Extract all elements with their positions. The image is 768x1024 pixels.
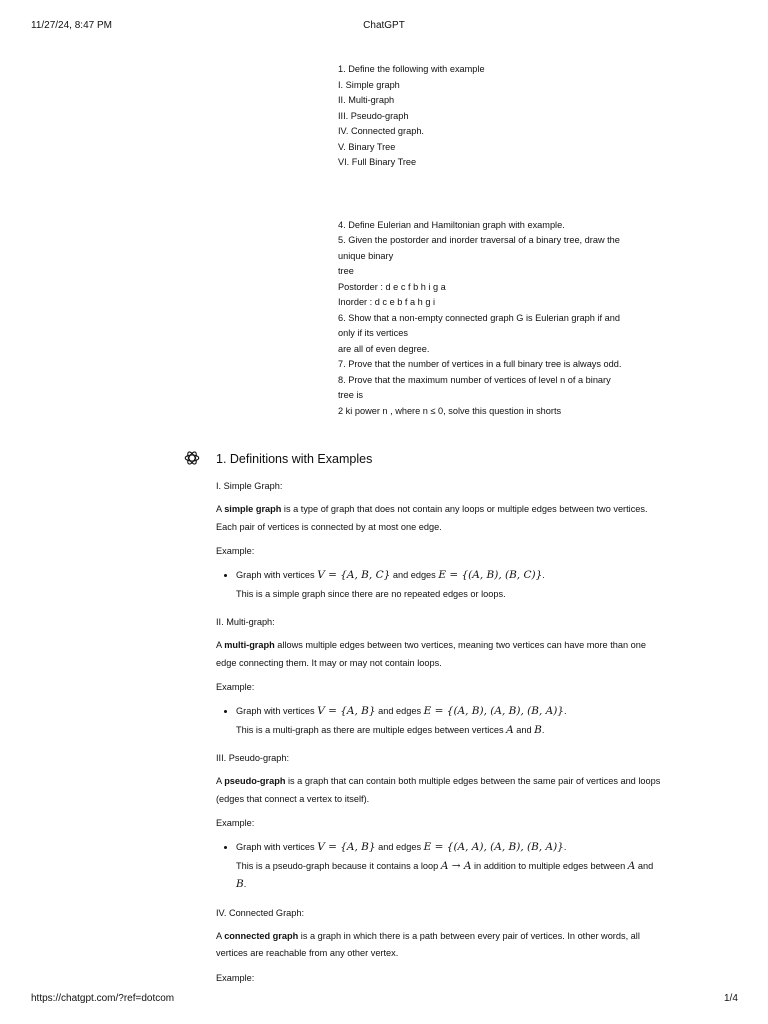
prompt-line: Inorder : d c e b f a h g i (338, 297, 436, 307)
pseudo-graph-example-label: Example: (216, 818, 255, 828)
simple-graph-example-list (216, 566, 666, 603)
connected-graph-definition: A connected graph is a graph in which there is a path between every pair of vertices. In other words, all vertices are reachable from any other vertex. (216, 930, 640, 958)
simple-graph-title: I. Simple Graph: (216, 481, 283, 491)
list-item: • Graph with vertices V = {A, B} and edges E = {(A, A), (A, B), (B, A)}. This is a pseudo-graph because it contains a loop A → A in addition to multiple edges between A and B. (236, 838, 666, 894)
page-number: 1/4 (724, 993, 738, 1004)
prompt-line: V. Binary Tree (338, 141, 396, 152)
prompt-line: III. Pseudo-graph (338, 110, 409, 121)
simple-graph-example-label: Example: (216, 546, 255, 556)
assistant-message (216, 449, 666, 993)
prompt-line: 2 ki power n , where n ≤ 0, solve this question in shorts (338, 405, 562, 416)
prompt-line: 1. Define the following with example (338, 64, 485, 74)
prompt-line: tree (338, 266, 354, 276)
prompt-block-2 (338, 218, 656, 420)
simple-graph-definition: A simple graph is a type of graph that does not contain any loops or multiple edges between two vertices. Each pair of vertices is connected by at most one edge. (216, 504, 648, 532)
prompt-line: VI. Full Binary Tree (338, 157, 417, 167)
pseudo-graph-example-list (216, 838, 666, 894)
pseudo-graph-definition: A pseudo-graph is a graph that can contain both multiple edges between the same pair of vertices and loops (edges that connect a vertex to itself). (216, 776, 661, 804)
prompt-line: unique binary (338, 250, 394, 261)
prompt-line: 5. Given the postorder and inorder traversal of a binary tree, draw the (338, 235, 620, 245)
multi-graph-title: II. Multi-graph: (216, 617, 275, 627)
list-item: • Graph with vertices V = {A, B, C} and edges E = {(A, B), (B, C)}. This is a simple graph since there are no repeated edges or loops. (236, 566, 666, 603)
list-item: • Graph with vertices V = {A, B} and edges E = {(A, B), (A, B), (B, A)}. This is a multi-graph as there are multiple edges between vertices A and B. (236, 702, 666, 739)
prompt-line: IV. Connected graph. (338, 126, 424, 136)
user-message (338, 62, 656, 419)
prompt-line: I. Simple graph (338, 79, 400, 90)
print-datetime: 11/27/24, 8:47 PM (31, 20, 112, 31)
connected-graph-example-label: Example: (216, 972, 255, 983)
prompt-line: II. Multi-graph (338, 95, 395, 105)
prompt-line: Postorder : d e c f b h i g a (338, 281, 446, 292)
prompt-line: 6. Show that a non-empty connected graph G is Eulerian graph if and (338, 312, 620, 323)
prompt-line: tree is (338, 390, 364, 400)
prompt-line: only if its vertices (338, 328, 408, 338)
chatgpt-logo-icon (183, 449, 201, 467)
multi-graph-definition: A multi-graph allows multiple edges between two vertices, meaning two vertices can have more than one edge connecting them. It may or may not contain loops. (216, 640, 646, 668)
prompt-line: are all of even degree. (338, 343, 430, 354)
multi-graph-example-label: Example: (216, 682, 255, 692)
pseudo-graph-title: III. Pseudo-graph: (216, 753, 290, 763)
prompt-line: 4. Define Eulerian and Hamiltonian graph with example. (338, 219, 565, 230)
multi-graph-example-list (216, 702, 666, 739)
prompt-line: 7. Prove that the number of vertices in a full binary tree is always odd. (338, 359, 622, 369)
prompt-block-1 (338, 62, 656, 171)
page-title: ChatGPT (363, 20, 405, 31)
connected-graph-title: IV. Connected Graph: (216, 907, 305, 918)
answer-heading: 1. Definitions with Examples (216, 452, 373, 466)
prompt-line: 8. Prove that the maximum number of vertices of level n of a binary (338, 374, 611, 385)
footer-url: https://chatgpt.com/?ref=dotcom (31, 993, 175, 1004)
